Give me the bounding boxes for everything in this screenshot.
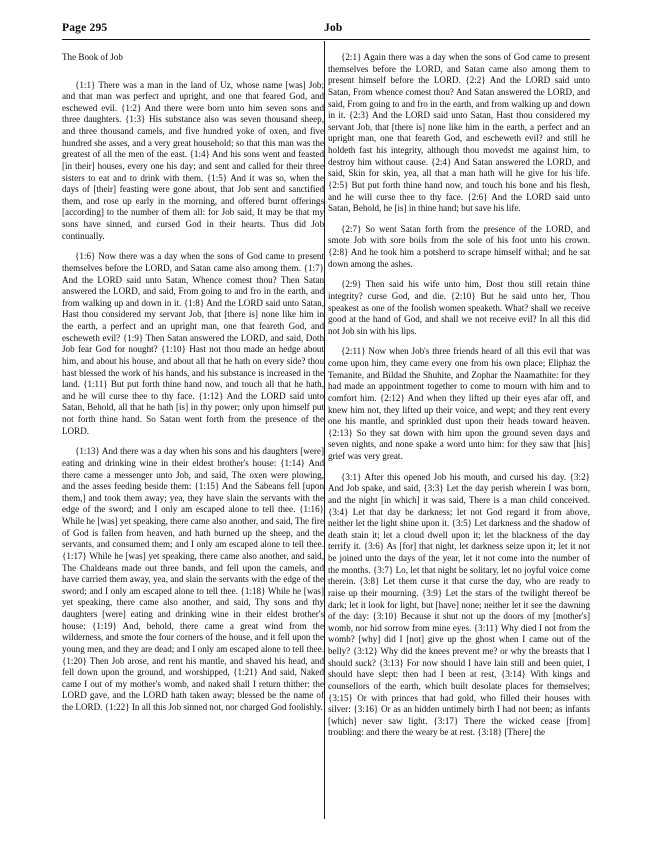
verse-paragraph: {2:7} So went Satan forth from the presence of the LORD, and smote Job with sore boils from the sole of his foot unto his crown. {2:8} And he took him a potsherd to scrape himself withal; and he sat down among the ashes.: [328, 223, 590, 269]
page-number: Page 295: [62, 22, 108, 34]
verse-paragraph: {3:1} After this opened Job his mouth, and cursed his day. {3:2} And Job spake, and said, {3:3} Let the day perish wherein I was born, and the night [in which] it was said, There is a man child conceived. {3:4} Let that day be darkness; let not God regard it from above, neither let the light shine upon it. {3:5} Let darkness and the shadow of death stain it; let a cloud dwell upon it; let the blackness of the day terrify it. {3:6} As [for] that night, let darkness seize upon it; let it not be joined unto the days of the year, let it not come into the number of the months. {3:7} Lo, let that night be solitary, let no joyful voice come therein. {3:8} Let them curse it that curse the day, who are ready to raise up their mourning. {3:9} Let the stars of the twilight thereof be dark; let it look for light, but [have] none; neither let it see the dawning of the day: {3:10} Because it shut not up the doors of my [mother's] womb, nor hid sorrow from mine eyes. {3:11} Why died I not from the womb? [why] did I [not] give up the ghost when I came out of the belly? {3:12} Why did the knees prevent me? or why the breasts that I should suck? {3:13} For now should I have lain still and been quiet, I should have slept: then had I been at rest, {3:14} With kings and counsellors of the earth, which built desolate places for themselves; {3:15} Or with princes that had gold, who filled their houses with silver: {3:16} Or as an hidden untimely birth I had not been; as infants [which] never saw light. {3:17} There the wicked cease [from] troubling: and there the weary be at rest. {3:18} [There] the: [328, 471, 590, 738]
header-row: [62, 22, 590, 40]
verse-paragraph: {1:13} And there was a day when his sons and his daughters [were] eating and drinking wine in their eldest brother's house: {1:14} And there came a messenger unto Job, and said, The oxen were plowing, and the asses feeding beside them: {1:15} And the Sabeans fell [upon them,] and took them away; yea, they have slain the servants with the edge of the sword; and I only am escaped alone to tell thee. {1:16} While he [was] yet speaking, there came also another, and said, The fire of God is fallen from heaven, and hath burned up the sheep, and the servants, and consumed them; and I only am escaped alone to tell thee. {1:17} While he [was] yet speaking, there came also another, and said, The Chaldeans made out three bands, and fell upon the camels, and have carried them away, yea, and slain the servants with the edge of the sword; and I only am escaped alone to tell thee. {1:18} While he [was] yet speaking, there came also another, and said, Thy sons and thy daughters [were] eating and drinking wine in their eldest brother's house: {1:19} And, behold, there came a great wind from the wilderness, and smote the four corners of the house, and it fell upon the young men, and they are dead; and I only am escaped alone to tell thee. {1:20} Then Job arose, and rent his mantle, and shaved his head, and fell down upon the ground, and worshipped, {1:21} And said, Naked came I out of my mother's womb, and naked shall I return thither: the LORD gave, and the LORD hath taken away; blessed be the name of the LORD. {1:22} In all this Job sinned not, nor charged God foolishly.: [62, 446, 324, 713]
book-title: Job: [324, 22, 343, 34]
running-header: [62, 22, 590, 44]
column-left: [62, 52, 324, 822]
verse-paragraph: {1:6} Now there was a day when the sons of God came to present themselves before the LORD, and Satan came also among them. {1:7} And the LORD said unto Satan, Whence comest thou? Then Satan answered the LORD, and said, From going to and fro in the earth, and from walking up and down in it. {1:8} And the LORD said unto Satan, Hast thou considered my servant Job, that [there is] none like him in the earth, a perfect and an upright man, one that feareth God, and escheweth evil? {1:9} Then Satan answered the LORD, and said, Doth Job fear God for nought? {1:10} Hast not thou made an hedge about him, and about his house, and about all that he hath on every side? thou hast blessed the work of his hands, and his substance is increased in the land. {1:11} But put forth thine hand now, and touch all that he hath, and he will curse thee to thy face. {1:12} And the LORD said unto Satan, Behold, all that he hath [is] in thy power; only upon himself put not forth thine hand. So Satan went forth from the presence of the LORD.: [62, 251, 324, 436]
text-columns: [62, 52, 590, 822]
verse-paragraph: {2:9} Then said his wife unto him, Dost thou still retain thine integrity? curse God, and die. {2:10} But he said unto her, Thou speakest as one of the foolish women speaketh. What? shall we receive good at the hand of God, and shall we not receive evil? In all this did not Job sin with his lips.: [328, 279, 590, 336]
document-subtitle: The Book of Job: [62, 52, 123, 62]
column-right: [328, 52, 590, 822]
verse-block-right: [328, 52, 590, 739]
header-rule: [62, 39, 590, 40]
verse-paragraph: {2:11} Now when Job's three friends heard of all this evil that was come upon him, they came every one from his own place; Eliphaz the Temanite, and Bildad the Shuhite, and Zophar the Naamathite: for they had made an appointment together to come to mourn with him and to comfort him. {2:12} And when they lifted up their eyes afar off, and knew him not, they lifted up their voice, and wept; and they rent every one his mantle, and sprinkled dust upon their heads toward heaven. {2:13} So they sat down with him upon the ground seven days and seven nights, and none spake a word unto him: for they saw that [his] grief was very great.: [328, 346, 590, 461]
verse-paragraph: {2:1} Again there was a day when the sons of God came to present themselves before the LORD, and Satan came also among them to present himself before the LORD. {2:2} And the LORD said unto Satan, From whence comest thou? And Satan answered the LORD, and said, From going to and fro in the earth, and from walking up and down in it. {2:3} And the LORD said unto Satan, Hast thou considered my servant Job, that [there is] none like him in the earth, a perfect and an upright man, one that feareth God, and escheweth evil? and still he holdeth fast his integrity, although thou movedst me against him, to destroy him without cause. {2:4} And Satan answered the LORD, and said, Skin for skin, yea, all that a man hath will he give for his life. {2:5} But put forth thine hand now, and touch his bone and his flesh, and he will curse thee to thy face. {2:6} And the LORD said unto Satan, Behold, he [is] in thine hand; but save his life.: [328, 52, 590, 214]
verse-block-left: [62, 80, 324, 714]
verse-paragraph: {1:1} There was a man in the land of Uz, whose name [was] Job; and that man was perfect and upright, and one that feared God, and eschewed evil. {1:2} And there were born unto him seven sons and three daughters. {1:3} His substance also was seven thousand sheep, and three thousand camels, and five hundred yoke of oxen, and five hundred she asses, and a very great household; so that this man was the greatest of all the men of the east. {1:4} And his sons went and feasted [in their] houses, every one his day; and sent and called for their three sisters to eat and to drink with them. {1:5} And it was so, when the days of [their] feasting were gone about, that Job sent and sanctified them, and rose up early in the morning, and offered burnt offerings [according] to the number of them all: for Job said, It may be that my sons have sinned, and cursed God in their hearts. Thus did Job continually.: [62, 79, 324, 241]
